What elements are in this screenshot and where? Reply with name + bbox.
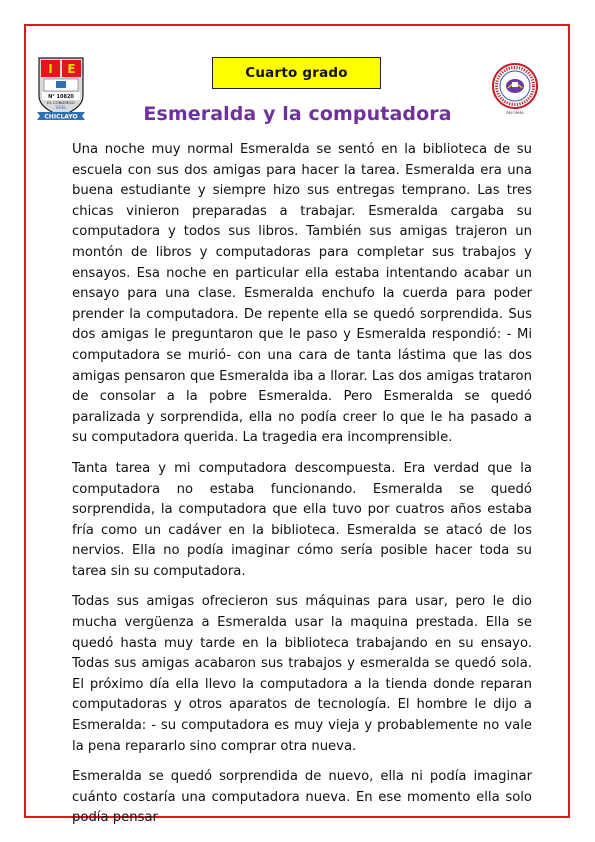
paragraph: Tanta tarea y mi computadora descompuesta. Era verdad que la computadora no estaba funcionando. Esmeralda se quedó sorprendida, la computadora que ella tuvo por cuatros años estaba fría como un cadáver en la biblioteca. Esmeralda se atacó de los nervios. Ella no podía imaginar cómo sería posible hacer toda su tarea sin su computadora. xyxy=(72,460,532,579)
grade-label: Cuarto grado xyxy=(245,65,348,81)
crest-ribbon-text: CHICLAYO xyxy=(44,113,78,121)
svg-text:I: I xyxy=(48,62,53,76)
story-body xyxy=(72,140,532,839)
crest-number: N° 10820 xyxy=(48,94,74,100)
svg-text:E: E xyxy=(67,62,76,76)
seal-bottom-text: REFORMA xyxy=(506,111,524,115)
story-title: Esmeralda y la computadora xyxy=(143,103,452,125)
paragraph: Una noche muy normal Esmeralda se sentó en la biblioteca de su escuela con sus dos amigas para hacer la tarea. Esmeralda era una buena estudiante y siempre hizo sus entregas temprano. Las tres chicas vinieron preparadas a trabajar. Esmeralda cargaba su computadora y todos sus libros. También sus amigas trajeron un montón de libros y computadoras para completar sus trabajos y ensayos. Esa noche en particular ella estaba intentando acabar un ensayo para una clase. Esmeralda enchufo la cuerda para poder prender la computadora. De repente ella se quedó sorprendida. Sus dos amigas le preguntaron que le paso y Esmeralda respondió: - Mi computadora se murió- con una cara de tanta lástima que las dos amigas pensaron que Esmeralda iba a llorar. Las dos amigas trataron de consolar a la pobre Esmeralda. Pero Esmeralda se quedó paralizada y sorprendida, ella no podía creer lo que le ha pasado a su computadora querida. La tragedia era incomprensible. xyxy=(72,142,532,446)
crest-subtext: EL CONGRESO xyxy=(47,100,75,105)
crest-small: UGEL xyxy=(55,105,67,110)
grade-label-box xyxy=(212,57,381,89)
paragraph: Esmeralda se quedó sorprendida de nuevo, ella ni podía imaginar cuánto costaría una computadora nueva. En ese momento ella solo podía pensar xyxy=(72,769,532,826)
paragraph: Todas sus amigas ofrecieron sus máquinas para usar, pero le dio mucha vergüenza a Esmeralda usar la maquina prestada. Ella se quedó hasta muy tarde en la biblioteca trabajando en su ensayo. Todas sus amigas acabaron sus trabajos y esmeralda se quedó sola. El próximo día ella llevo la computadora a la tienda donde reparan computadoras y otros aparatos de tecnología. El hombre le dijo a Esmeralda: - su computadora es muy vieja y probablemente no vale la pena repararlo sino comprar otra nueva. xyxy=(72,594,532,754)
